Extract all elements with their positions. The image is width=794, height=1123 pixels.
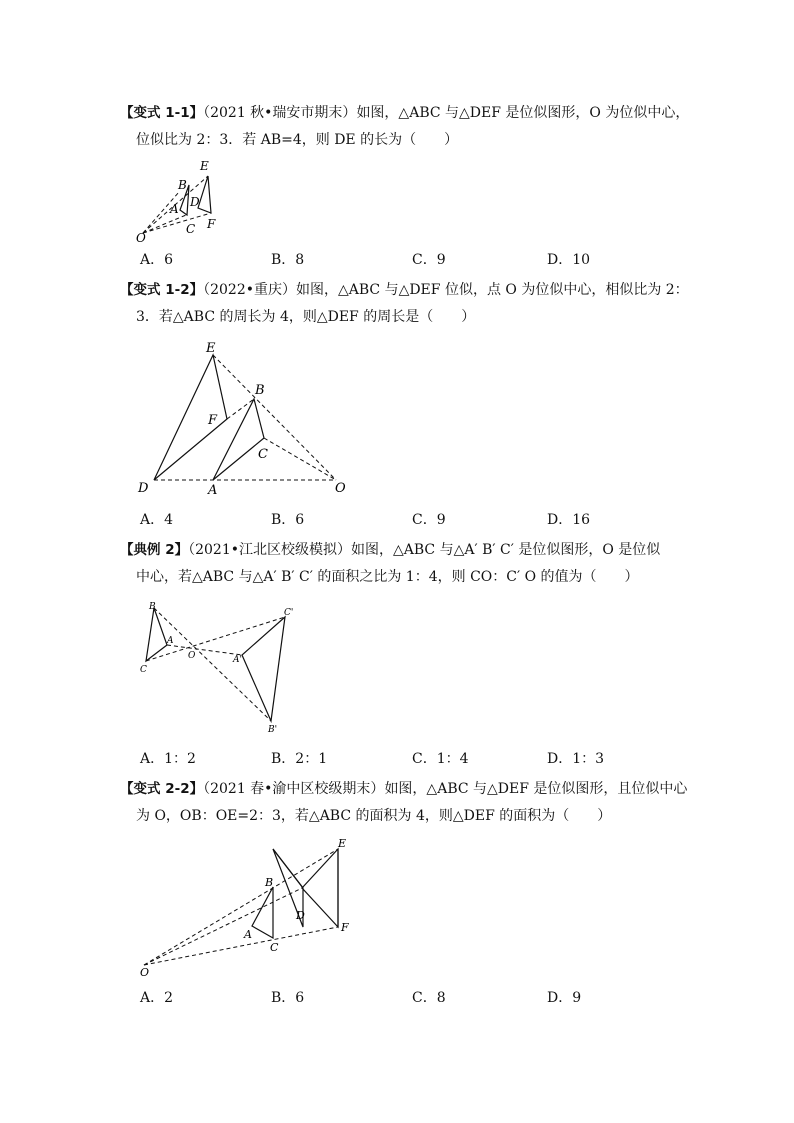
q4-option-b[interactable]: B．6 [271, 990, 305, 1006]
q1-label-C: C [186, 222, 196, 236]
question-3-figure [130, 598, 310, 740]
q3-option-c[interactable]: C．1：4 [412, 751, 469, 767]
q4-option-a[interactable]: A．2 [140, 990, 174, 1006]
q4-label-B: B [265, 876, 274, 889]
q3-label-C-prime: C' [284, 608, 294, 618]
q1-label-D: D [190, 195, 200, 209]
question-4-source: （2021 春•渝中区校级期末） [203, 781, 385, 797]
q4-label-D: D [296, 909, 305, 922]
q2-option-c[interactable]: C．9 [412, 512, 446, 528]
q2-option-d[interactable]: D．16 [547, 512, 591, 528]
q1-label-E: E [200, 159, 209, 173]
q2-option-b[interactable]: B．6 [271, 512, 305, 528]
question-3-text-line2: 中心，若△ABC 与△A′ B′ C′ 的面积之比为 1：4，则 CO：C′ O 的值为（ ） [136, 569, 639, 585]
question-1-options [140, 249, 700, 269]
question-2-stem [120, 277, 700, 331]
question-1-figure [130, 155, 230, 245]
q1-option-c[interactable]: C．9 [412, 252, 446, 268]
question-3-options [140, 748, 700, 768]
q2-label-F: F [208, 413, 218, 428]
q4-option-d[interactable]: D．9 [547, 990, 582, 1006]
q1-label-A: A [170, 202, 179, 216]
q2-label-E: E [206, 341, 216, 356]
q3-label-B: B [149, 602, 156, 612]
q3-label-A-prime: A' [233, 655, 242, 665]
q2-option-a[interactable]: A．4 [140, 512, 174, 528]
question-2-tag: 【变式 1-2】 [120, 282, 204, 298]
question-3-tag: 【典例 2】 [120, 542, 189, 558]
question-3-stem [120, 537, 700, 591]
question-1-tag: 【变式 1-1】 [120, 105, 204, 121]
question-2-text-line2: 3．若△ABC 的周长为 4，则△DEF 的周长是（ ） [136, 309, 476, 325]
q1-label-O: O [136, 231, 146, 245]
q2-label-O: O [335, 481, 346, 496]
question-4-stem [120, 776, 700, 830]
q3-label-B-prime: B' [268, 725, 278, 735]
q4-label-O: O [140, 966, 150, 979]
question-4-tag: 【变式 2-2】 [120, 781, 204, 797]
question-3-source: （2021•江北区校级模拟） [188, 542, 351, 558]
q3-option-d[interactable]: D．1：3 [547, 751, 605, 767]
question-2-options [140, 509, 700, 529]
q3-label-C: C [140, 665, 147, 675]
q1-option-a[interactable]: A．6 [140, 252, 174, 268]
question-1-text-line1: 如图，△ABC 与△DEF 是位似图形，O 为位似中心， [356, 105, 690, 121]
question-2-figure [130, 338, 360, 498]
q1-label-B: B [178, 178, 187, 192]
question-4-text-line2: 为 O，OB：OE=2：3，若△ABC 的面积为 4，则△DEF 的面积为（ ） [136, 808, 612, 824]
question-1-source: （2021 秋•瑞安市期末） [203, 105, 357, 121]
q1-option-b[interactable]: B．8 [271, 252, 305, 268]
question-2-source: （2022•重庆） [203, 282, 296, 298]
q4-label-E: E [338, 837, 347, 850]
q2-label-B: B [255, 383, 265, 398]
q2-label-A: A [208, 483, 218, 498]
q3-option-a[interactable]: A．1：2 [140, 751, 196, 767]
question-1-text-line2: 位似比为 2：3．若 AB=4，则 DE 的长为（ ） [136, 132, 459, 148]
question-1-stem [120, 100, 700, 154]
question-2-text-line1: 如图，△ABC 与△DEF 位似，点 O 为位似中心，相似比为 2： [295, 282, 689, 298]
q3-label-A: A [167, 636, 174, 646]
q4-label-A: A [244, 928, 252, 941]
q4-label-C: C [270, 941, 279, 954]
question-3-text-line1: 如图，△ABC 与△A′ B′ C′ 是位似图形，O 是位似 [350, 542, 661, 558]
q1-label-F: F [207, 217, 216, 231]
q2-label-D: D [138, 481, 149, 496]
question-4-options [140, 987, 700, 1007]
question-4-figure [130, 835, 370, 980]
q2-label-C: C [258, 447, 268, 462]
q4-label-F: F [341, 921, 349, 934]
q3-option-b[interactable]: B．2：1 [271, 751, 328, 767]
q3-label-O: O [188, 651, 196, 661]
q4-option-c[interactable]: C．8 [412, 990, 446, 1006]
q1-option-d[interactable]: D．10 [547, 252, 591, 268]
question-4-text-line1: 如图，△ABC 与△DEF 是位似图形，且位似中心 [384, 781, 688, 797]
